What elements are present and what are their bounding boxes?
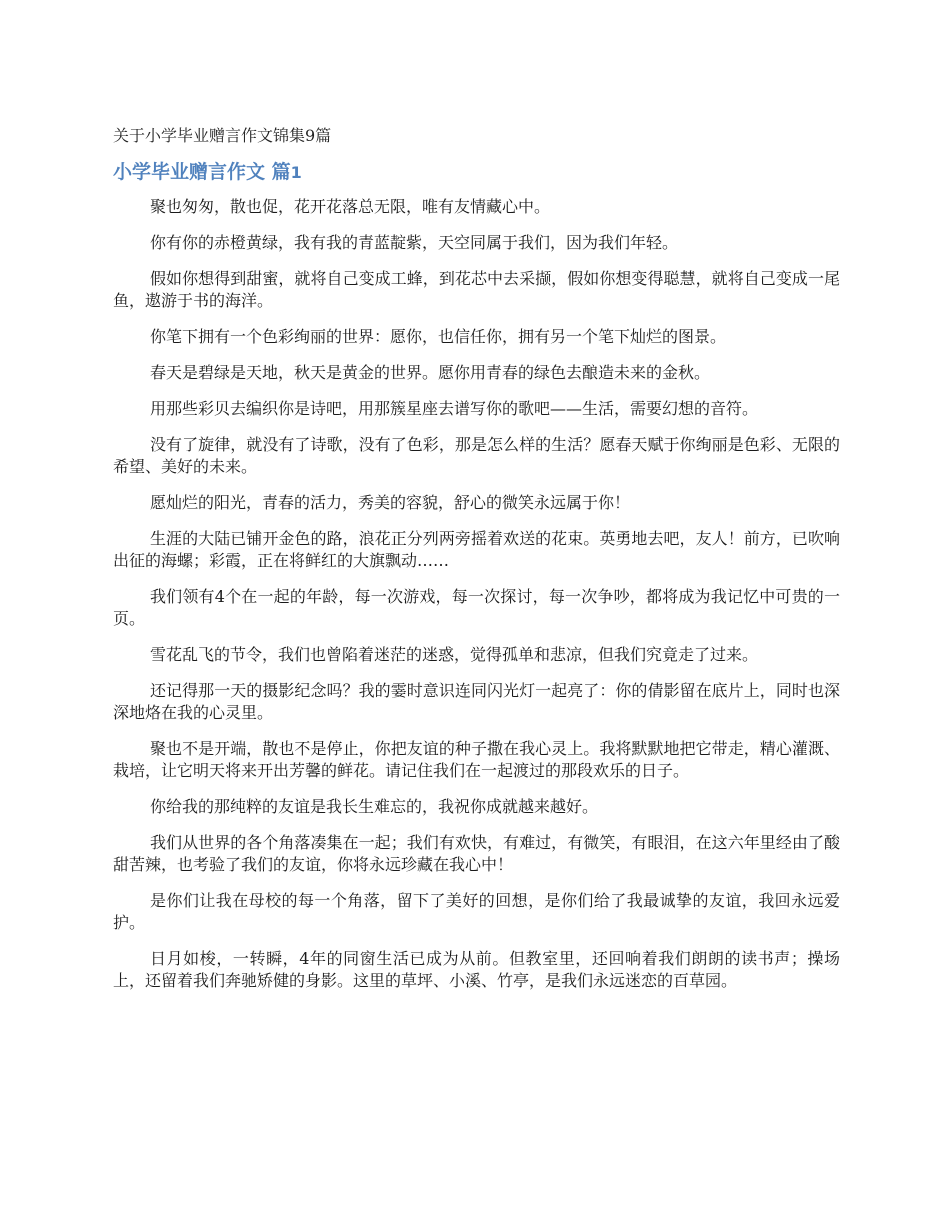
paragraph: 还记得那一天的摄影纪念吗？我的霎时意识连同闪光灯一起亮了：你的倩影留在底片上，同时也深深地烙在我的心灵里。: [113, 681, 840, 722]
section-heading-text: 小学毕业赠言作文 篇: [113, 161, 291, 183]
section-heading: [113, 158, 840, 187]
paragraph: 用那些彩贝去编织你是诗吧，用那簇星座去谱写你的歌吧——生活，需要幻想的音符。: [150, 399, 759, 418]
paragraph: 日月如梭，一转瞬，4年的同窗生活已成为从前。但教室里，还回响着我们朗朗的读书声；操场上，还留着我们奔驰矫健的身影。这里的草坪、小溪、竹亭，是我们永远迷恋的百草园。: [113, 949, 840, 990]
paragraph: 愿灿烂的阳光，青春的活力，秀美的容貌，舒心的微笑永远属于你！: [150, 493, 631, 512]
paragraph: 春天是碧绿是天地，秋天是黄金的世界。愿你用青春的绿色去酿造未来的金秋。: [150, 363, 711, 382]
paragraph: 你有你的赤橙黄绿，我有我的青蓝靛紫，天空同属于我们，因为我们年轻。: [150, 233, 679, 252]
paragraph: 生涯的大陆已铺开金色的路，浪花正分列两旁摇着欢送的花束。英勇地去吧，友人！前方，已吹响出征的海螺；彩霞，正在将鲜红的大旗飘动……: [113, 529, 840, 570]
paragraph: 聚也匆匆，散也促，花开花落总无限，唯有友情藏心中。: [150, 197, 551, 216]
section-heading-number: 1: [290, 163, 302, 182]
paragraph: 雪花乱飞的节令，我们也曾陷着迷茫的迷惑，觉得孤单和悲凉，但我们究竟走了过来。: [150, 645, 759, 664]
paragraph: 假如你想得到甜蜜，就将自己变成工蜂，到花芯中去采撷，假如你想变得聪慧，就将自己变成一尾鱼，遨游于书的海洋。: [113, 269, 840, 310]
paragraph: 你给我的那纯粹的友谊是我长生难忘的，我祝你成就越来越好。: [150, 797, 599, 816]
document-title: 关于小学毕业赠言作文锦集9篇: [113, 126, 332, 145]
paragraph: 我们领有4个在一起的年龄，每一次游戏，每一次探讨，每一次争吵，都将成为我记忆中可贵的一页。: [113, 587, 840, 628]
paragraph: 是你们让我在母校的每一个角落，留下了美好的回想，是你们给了我最诚挚的友谊，我回永远爱护。: [113, 891, 840, 932]
document-page: [113, 124, 840, 1006]
paragraph: 聚也不是开端，散也不是停止，你把友谊的种子撒在我心灵上。我将默默地把它带走，精心灌溉、栽培，让它明天将来开出芳馨的鲜花。请记住我们在一起渡过的那段欢乐的日子。: [113, 739, 840, 780]
paragraph: 你笔下拥有一个色彩绚丽的世界：愿你，也信任你，拥有另一个笔下灿烂的图景。: [150, 327, 727, 346]
paragraph: 我们从世界的各个角落凑集在一起；我们有欢快，有难过，有微笑，有眼泪，在这六年里经由了酸甜苦辣，也考验了我们的友谊，你将永远珍藏在我心中！: [113, 833, 840, 874]
paragraph: 没有了旋律，就没有了诗歌，没有了色彩，那是怎么样的生活？愿春天赋于你绚丽是色彩、无限的希望、美好的未来。: [113, 435, 840, 476]
